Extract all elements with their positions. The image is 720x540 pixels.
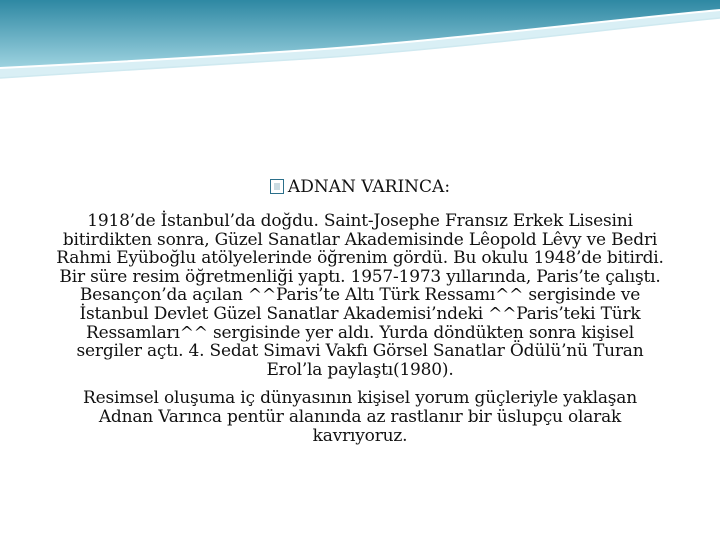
text-line: Adnan Varınca pentür alanında az rastlanır bir üslupçu olarak [98,406,622,427]
text-line: Ressamları^^ sergisinde yer aldı. Yurda döndükten sonra kişisel [86,322,634,343]
text-line: bitirdikten sonra, Güzel Sanatlar Akademisinde Lêopold Lêvy ve Bedri [62,229,658,250]
text-content [40,176,680,455]
text-line: sergiler açtı. 4. Sedat Simavi Vakfı Görsel Sanatlar Ödülü’nü Turan [76,341,644,362]
heading-text: ADNAN VARINCA: [287,177,451,197]
text-line: Rahmi Eyüboğlu atölyelerinde öğrenim gördü. Bu okulu 1948’de bitirdi. [56,248,664,269]
text-line: 1918’de İstanbul’da doğdu. Saint-Josephe Fransız Erkek Lisesini [87,211,633,231]
text-line: İstanbul Devlet Güzel Sanatlar Akademisi’ndeki ^^Paris’teki Türk [79,303,641,324]
text-line: Bir süre resim öğretmenliği yaptı. 1957-1973 yıllarında, Paris’te çalıştı. [59,266,661,287]
header-wave-decoration [0,0,720,90]
style-paragraph [40,389,680,445]
text-line: Besançon’da açılan ^^Paris’te Altı Türk Ressamı^^ sergisinde ve [79,285,641,306]
heading [40,176,680,198]
text-line: Resimsel oluşuma iç dünyasının kişisel yorum güçleriyle yaklaşan [82,388,637,409]
biography-paragraph [40,212,680,379]
text-line: Erol’la paylaştı(1980). [266,359,454,380]
missing-glyph-bullet-icon [270,179,284,194]
text-line: kavrıyoruz. [312,425,408,446]
